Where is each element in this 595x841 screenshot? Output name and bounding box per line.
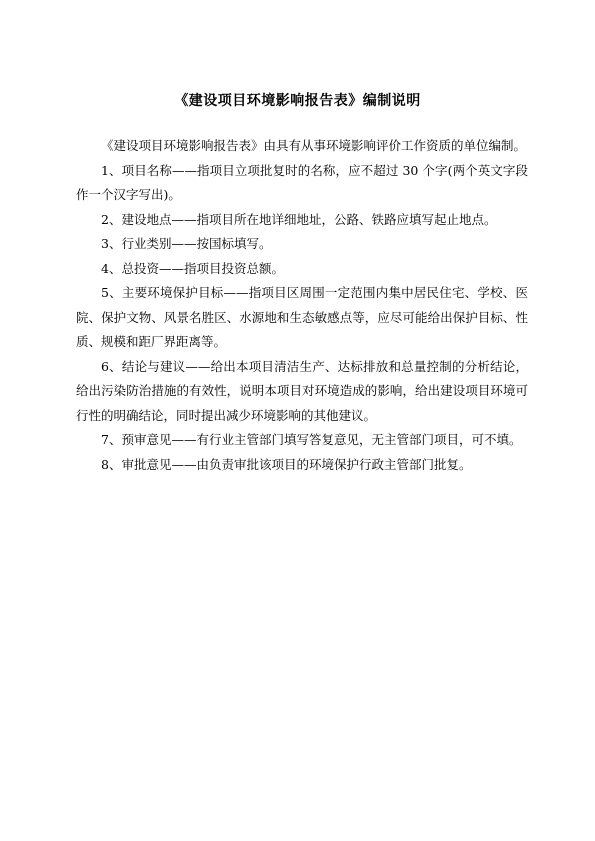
item-6-conclusions: 6、结论与建议——给出本项目清洁生产、达标排放和总量控制的分析结论，给出污染防治措施的有效性，说明本项目对环境造成的影响，给出建设项目环境可行性的明确结论，同时提出减少环境影响的其他建议。	[76, 358, 528, 423]
document-body	[76, 134, 528, 477]
intro-paragraph: 《建设项目环境影响报告表》由具有从事环境影响评价工作资质的单位编制。	[101, 138, 527, 153]
item-8-approval-opinion: 8、审批意见——由负责审批该项目的环境保护行政主管部门批复。	[101, 456, 472, 472]
item-3-industry-category: 3、行业类别——按国标填写。	[101, 236, 272, 251]
item-7-preliminary-review: 7、预审意见——有行业主管部门填写答复意见，无主管部门项目，可不填。	[101, 432, 522, 447]
item-4-total-investment: 4、总投资——指项目投资总额。	[101, 260, 284, 276]
document-title: 《建设项目环境影响报告表》编制说明	[174, 93, 421, 109]
item-2-location: 2、建设地点——指项目所在地详细地址，公路、铁路应填写起止地点。	[101, 211, 497, 227]
item-1-project-name: 1、项目名称——指项目立项批复时的名称，应不超过 30 个字(两个英文字段作一个汉字写出)。	[76, 162, 528, 202]
item-5-protection-targets: 5、主要环境保护目标——指项目区周围一定范围内集中居民住宅、学校、医院、保护文物、风景名胜区、水源地和生态敏感点等，应尽可能给出保护目标、性质、规模和距厂界距离等。	[76, 285, 528, 349]
